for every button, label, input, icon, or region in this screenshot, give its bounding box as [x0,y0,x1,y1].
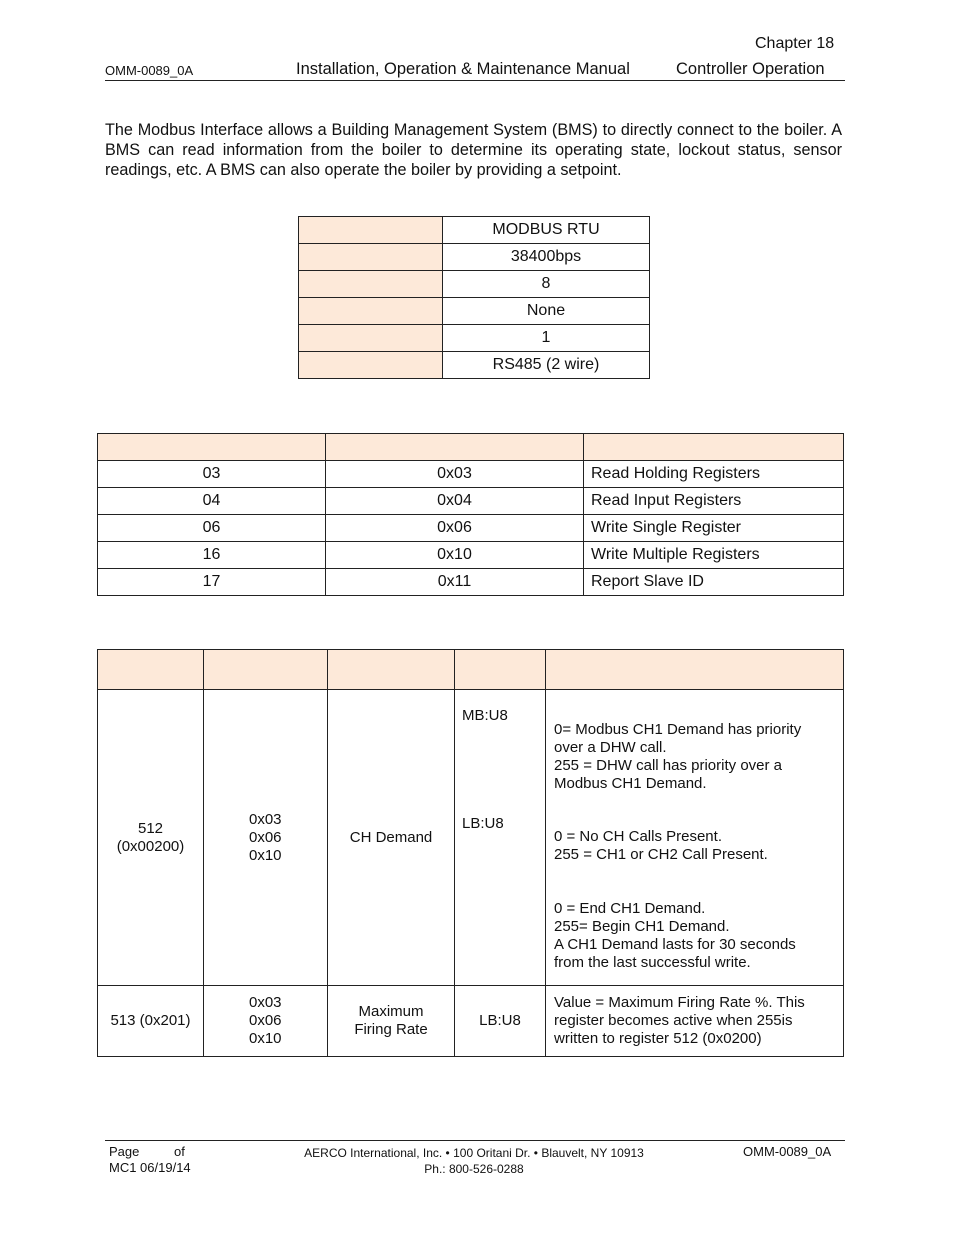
register-address-dec: 512 [137,819,164,837]
function-code-hex: 0x11 [326,569,584,596]
description-block [554,721,801,793]
table-row [98,569,844,596]
function-code-hex: 0x06 [326,515,584,542]
description-line: 0 = No CH Calls Present. [554,828,722,845]
column-header [98,434,326,461]
row-label [299,217,443,244]
table-row [299,298,650,325]
register-name-line: Firing Rate [354,1021,428,1038]
table-row [98,515,844,542]
description-line: 255 = DHW call has priority over a [554,757,783,774]
table-row [98,461,844,488]
section-title: Controller Operation [676,60,825,78]
description-line: Value = Maximum Firing Rate %. This [554,994,805,1011]
table-row [299,217,650,244]
function-code: 0x10 [249,1030,282,1047]
function-code-hex: 0x04 [326,488,584,515]
register-address-hex: (0x00200) [116,837,185,855]
table-header-row [98,650,844,690]
row-label [299,244,443,271]
footer-divider [105,1140,845,1141]
description-line: from the last successful write. [554,954,751,971]
row-value: 8 [443,271,650,298]
table-row [299,352,650,379]
row-value: RS485 (2 wire) [443,352,650,379]
type-lb: LB:U8 [462,815,504,832]
table-row [98,986,844,1057]
page-label: Page [109,1144,140,1159]
description-line: over a DHW call. [554,739,667,756]
row-label [299,298,443,325]
register-map-table [97,649,844,1057]
row-value: 38400bps [443,244,650,271]
function-code-dec: 03 [98,461,326,488]
function-code-dec: 06 [98,515,326,542]
table-row [299,271,650,298]
function-name: Read Holding Registers [584,461,844,488]
register-name [328,986,455,1057]
description-line: 0= Modbus CH1 Demand has priority [554,721,802,738]
row-label [299,352,443,379]
description-line: 255 = CH1 or CH2 Call Present. [554,846,768,863]
address-line: AERCO International, Inc. • 100 Oritani Dr. • Blauvelt, NY 10913 [304,1146,644,1160]
intro-paragraph: The Modbus Interface allows a Building Management System (BMS) to directly connect to the boiler. A BMS can read information from the boiler to determine its operating state, lockout status, sensor readings, etc. A BMS can also operate the boiler by providing a setpoint. [105,121,842,179]
table-row [299,325,650,352]
type-mb: MB:U8 [462,707,508,724]
function-code-dec: 17 [98,569,326,596]
function-code: 0x06 [249,828,282,846]
row-value: 1 [443,325,650,352]
table-row [98,690,844,986]
manual-title: Installation, Operation & Maintenance Manual [296,60,630,78]
column-header [98,650,204,690]
of-label: of [174,1144,185,1159]
function-code: 0x06 [249,1012,282,1029]
row-label [299,325,443,352]
row-value: None [443,298,650,325]
column-header [455,650,546,690]
column-header [328,650,455,690]
doc-number: OMM-0089_0A [105,63,194,78]
function-name: Write Single Register [584,515,844,542]
chapter-label: Chapter 18 [755,35,835,52]
function-code: 0x10 [249,846,282,864]
register-type [455,690,546,986]
table-row [299,244,650,271]
function-code-table [97,433,844,596]
column-header [546,650,844,690]
function-name: Read Input Registers [584,488,844,515]
company-address [260,1145,688,1177]
footer-doc-number: OMM-0089_0A [743,1144,832,1159]
column-header [204,650,328,690]
function-name: Write Multiple Registers [584,542,844,569]
function-code: 0x03 [249,810,282,828]
description-block [554,828,768,864]
register-description [546,690,844,986]
register-description [546,986,844,1057]
register-name-line: Maximum [358,1003,424,1020]
description-block [554,900,796,972]
table-row [98,488,844,515]
row-label [299,271,443,298]
header-divider [105,80,845,81]
function-code-dec: 04 [98,488,326,515]
register-address: 513 (0x201) [98,986,204,1057]
register-type: LB:U8 [455,986,546,1057]
description-line: 255= Begin CH1 Demand. [554,918,730,935]
register-functions [204,986,328,1057]
function-code-hex: 0x03 [326,461,584,488]
revision-label: MC1 06/19/14 [109,1160,191,1175]
register-name: CH Demand [328,690,455,986]
serial-settings-table [298,216,650,379]
function-code-hex: 0x10 [326,542,584,569]
description-line: written to register 512 (0x0200) [554,1030,762,1047]
column-header [584,434,844,461]
description-line: 0 = End CH1 Demand. [554,900,706,917]
function-name: Report Slave ID [584,569,844,596]
table-header-row [98,434,844,461]
phone-line: Ph.: 800-526-0288 [424,1162,524,1176]
description-line: Modbus CH1 Demand. [554,775,707,792]
description-line: A CH1 Demand lasts for 30 seconds [554,936,796,953]
row-value: MODBUS RTU [443,217,650,244]
register-functions [204,690,328,986]
description-line: register becomes active when 255is [554,1012,793,1029]
function-code: 0x03 [249,994,282,1011]
column-header [326,434,584,461]
table-row [98,542,844,569]
register-address [98,690,204,986]
function-code-dec: 16 [98,542,326,569]
